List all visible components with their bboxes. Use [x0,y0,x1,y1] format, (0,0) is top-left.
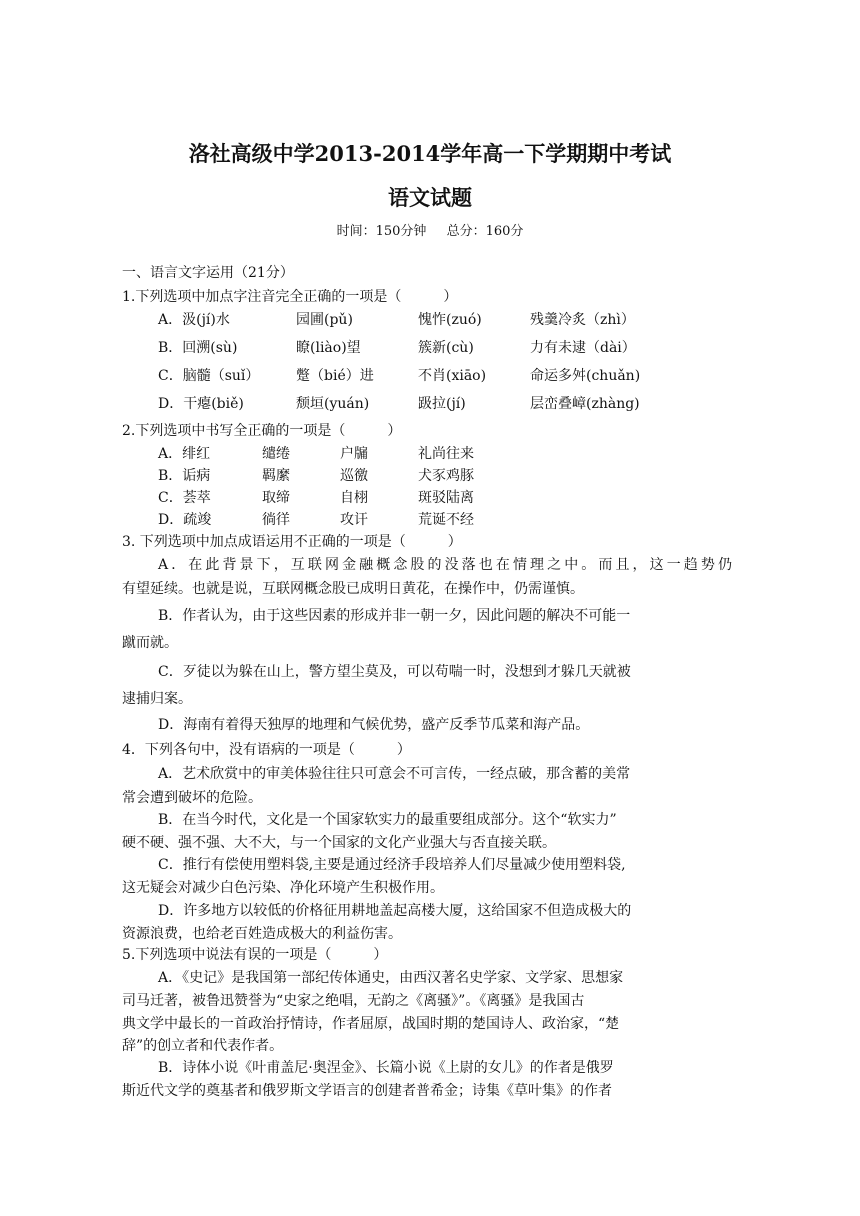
q2-a-1: A．绯红 [158,446,211,462]
q1-c-3: 不肖(xiāo) [418,368,487,384]
q2-option-a [158,445,718,463]
q3-c-line1: C．歹徒以为躲在山上，警方望尘莫及，可以苟喘一时，没想到才躲几天就被 [158,664,631,680]
q4-d-line1: D．许多地方以较低的价格征用耕地盖起高楼大厦，这给国家不但造成极大的 [158,903,632,919]
q1-option-c [158,367,718,385]
q1-c-4: 命运多舛(chuǎn) [530,368,641,384]
q1-b-3: 簇新(cù) [418,340,474,356]
q4-d-line2: 资源浪费，也给老百姓造成极大的利益伤害。 [122,926,402,942]
exam-score: 总分：160分 [446,224,524,239]
exam-title: 洛社高级中学2013-2014学年高一下学期期中考试 [188,141,672,166]
q1-option-d [158,395,718,413]
q5-a-line3: 典文学中最长的一首政治抒情诗，作者屈原，战国时期的楚国诗人、政治家，“楚 [122,1016,620,1032]
q2-b-2: 羁縻 [262,468,290,484]
q5-a-line1: A．《史记》是我国第一部纪传体通史，由西汉著名史学家、文学家、思想家 [158,970,624,986]
q2-a-4: 礼尚往来 [418,446,474,462]
q2-option-b [158,467,718,485]
q1-stem: 1.下列选项中加点字注音完全正确的一项是（ ） [122,289,458,305]
q3-c-line2: 逮捕归案。 [122,691,192,707]
q1-b-1: B．回溯(sù) [158,340,238,356]
q2-d-2: 徜徉 [262,512,290,528]
q1-a-1: A．汲(jí)水 [158,312,230,328]
q1-b-2: 瞭(liào)望 [296,340,361,356]
exam-time: 时间：150分钟 [336,224,427,239]
q2-a-3: 户牖 [340,446,368,462]
q2-stem: 2.下列选项中书写全正确的一项是（ ） [122,423,402,439]
q4-c-line1: C．推行有偿使用塑料袋,主要是通过经济手段培养人们尽量减少使用塑料袋, [158,857,626,873]
q4-a-line2: 常会遭到破坏的危险。 [122,790,262,806]
q2-option-d [158,511,718,529]
q2-b-1: B．诟病 [158,468,211,484]
q5-a-line4: 辞”的创立者和代表作者。 [122,1038,284,1054]
q3-a-line1: A．在此背景下，互联网金融概念股的没落也在情理之中。而且，这一趋势仍 [158,557,732,573]
q5-stem: 5.下列选项中说法有误的一项是（ ） [122,947,388,963]
q2-c-2: 取缔 [262,490,290,506]
q1-a-4: 残羹冷炙（zhì） [530,312,635,328]
q1-a-2: 园圃(pǔ) [296,312,353,328]
q5-b-line2: 斯近代文学的奠基者和俄罗斯文学语言的创建者普希金；诗集《草叶集》的作者 [122,1083,612,1099]
q4-stem: 4．下列各句中，没有语病的一项是（ ） [122,742,411,758]
q2-d-3: 攻讦 [340,512,368,528]
exam-subtitle: 语文试题 [388,185,472,210]
q5-b-line1: B．诗体小说《叶甫盖尼·奥涅金》、长篇小说《上尉的女儿》的作者是俄罗 [158,1060,614,1076]
q5-a-line2: 司马迁著，被鲁迅赞誉为“史家之绝唱，无韵之《离骚》”。《离骚》是我国古 [122,993,585,1009]
q1-d-3: 趿拉(jí) [418,396,466,412]
q1-option-a [158,311,718,329]
q2-c-4: 斑驳陆离 [418,490,474,506]
q4-c-line2: 这无疑会对减少白色污染、净化环境产生积极作用。 [122,880,444,896]
q3-b-line2: 蹴而就。 [122,635,178,651]
q1-d-4: 层峦叠嶂(zhàng) [530,396,640,412]
q1-c-2: 蹩（bié）进 [296,368,374,384]
q4-b-line1: B．在当今时代，文化是一个国家软实力的最重要组成部分。这个“软实力” [158,812,617,828]
q1-option-b [158,339,718,357]
q3-d-line1: D．海南有着得天独厚的地理和气候优势，盛产反季节瓜菜和海产品。 [158,717,590,733]
q1-d-2: 颓垣(yuán) [296,396,370,412]
q3-stem: 3. 下列选项中加点成语运用不正确的一项是（ ） [122,534,462,550]
q4-a-line1: A．艺术欣赏中的审美体验往往只可意会不可言传，一经点破，那含蓄的美常 [158,766,631,782]
exam-meta [0,220,860,239]
q2-c-1: C．荟萃 [158,490,211,506]
section-heading: 一、语言文字运用（21分） [122,265,294,281]
q4-b-line2: 硬不硬、强不强、大不大，与一个国家的文化产业强大与否直接关联。 [122,835,556,851]
q3-b-line1: B．作者认为，由于这些因素的形成并非一朝一夕，因此问题的解决不可能一 [158,608,631,624]
q1-b-4: 力有未逮（dài） [530,340,636,356]
q2-a-2: 缱绻 [262,446,290,462]
q2-b-3: 巡徼 [340,468,368,484]
q2-d-1: D．疏竣 [158,512,212,528]
q1-d-1: D．干瘪(biě) [158,396,244,412]
q1-c-1: C．脑髓（suǐ） [158,368,260,384]
q2-c-3: 自栩 [340,490,368,506]
q2-b-4: 犬豕鸡豚 [418,468,474,484]
q2-d-4: 荒诞不经 [418,512,474,528]
q2-option-c [158,489,718,507]
q3-a-line2: 有望延续。也就是说，互联网概念股已成明日黄花，在操作中，仍需谨慎。 [122,581,584,597]
q1-a-3: 愧怍(zuó) [418,312,482,328]
